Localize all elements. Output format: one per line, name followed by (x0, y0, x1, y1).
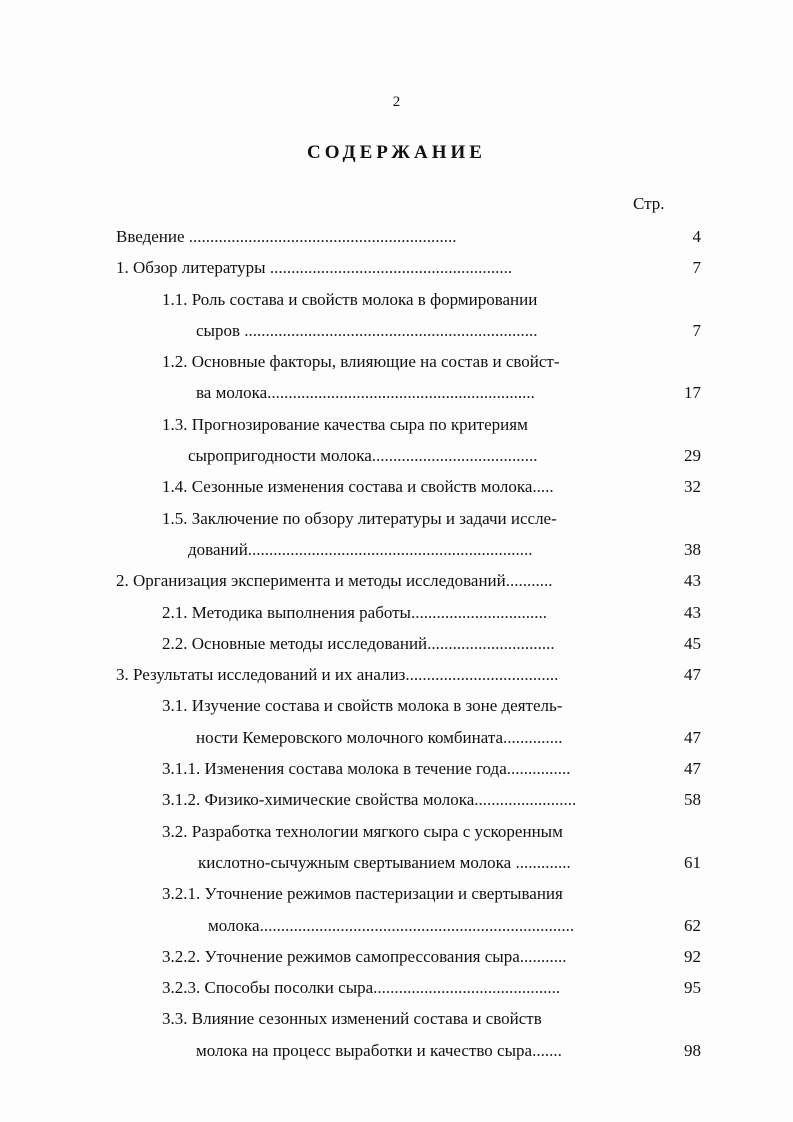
toc-entry (0, 941, 793, 972)
toc-entry-leader: .......................................................................... (259, 915, 575, 935)
toc-entry (0, 471, 793, 502)
toc-entry (0, 377, 793, 408)
toc-entry-leader: ............................................................... (267, 383, 535, 403)
toc-entry (0, 972, 793, 1003)
toc-entry-text: молока (208, 915, 260, 935)
toc-entry (0, 690, 793, 721)
toc-entry-text: кислотно-сычужным свертыванием молока (198, 852, 512, 872)
toc-entry-page: 29 (684, 446, 701, 466)
toc-entry (0, 284, 793, 315)
table-of-contents (0, 221, 793, 1066)
toc-entry (0, 1003, 793, 1034)
page-number: 2 (392, 94, 401, 110)
toc-entry-page: 62 (684, 915, 701, 935)
toc-entry-page: 7 (692, 258, 701, 278)
toc-entry (0, 878, 793, 909)
toc-entry-leader: ............................................................... (184, 227, 457, 246)
toc-entry (0, 565, 793, 596)
toc-entry-page: 32 (684, 477, 701, 497)
toc-entry (0, 847, 793, 878)
toc-entry-text: сыропригодности молока (188, 446, 372, 466)
toc-entry (0, 784, 793, 815)
toc-entry-leader: ..... (532, 477, 554, 497)
toc-entry-page: 43 (684, 571, 701, 591)
toc-entry-leader: ........... (505, 571, 553, 591)
toc-entry-text: 3.1.1. Изменения состава молока в течение года (162, 759, 507, 779)
toc-entry-text: 3.2.3. Способы посолки сыра (162, 978, 374, 998)
toc-entry (0, 910, 793, 941)
toc-entry (0, 753, 793, 784)
toc-entry-page: 45 (684, 633, 701, 653)
toc-entry (0, 1035, 793, 1066)
toc-entry-text: 3.2.2. Уточнение режимов самопрессования сыра (162, 946, 520, 966)
toc-entry-page: 4 (692, 227, 701, 246)
toc-entry-text: 3.2.1. Уточнение режимов пастеризации и свертывания (162, 884, 563, 904)
toc-entry-leader: ............. (511, 852, 571, 872)
toc-entry-leader: ............... (506, 759, 571, 779)
toc-entry (0, 440, 793, 471)
toc-entry-text: дований (188, 539, 248, 559)
toc-entry-page: 58 (684, 790, 701, 810)
toc-entry-leader: ......................................................... (265, 258, 513, 278)
toc-entry-leader: ....................................... (371, 446, 538, 466)
toc-entry-text: 1.5. Заключение по обзору литературы и задачи иссле- (162, 508, 557, 528)
toc-entry-page: 7 (692, 320, 701, 340)
toc-entry-leader: ....... (532, 1040, 562, 1060)
toc-entry-text: 3.2. Разработка технологии мягкого сыра с ускоренным (162, 821, 563, 841)
page-column-label: Стр. (633, 194, 665, 213)
toc-entry-page: 47 (684, 665, 701, 685)
toc-entry-leader: .............. (503, 727, 563, 747)
toc-entry (0, 659, 793, 690)
toc-entry-page: 47 (684, 759, 701, 779)
toc-entry-text: 2. Организация эксперимента и методы исследований (116, 571, 506, 591)
toc-entry-page: 92 (684, 946, 701, 966)
toc-entry (0, 816, 793, 847)
toc-entry-text: ности Кемеровского молочного комбината (196, 727, 504, 747)
toc-entry-text: молока на процесс выработки и качество сыра (196, 1040, 533, 1060)
toc-entry-leader: ................................................................... (247, 539, 533, 559)
toc-entry-page: 43 (684, 602, 701, 622)
toc-entry-text: ва молока (196, 383, 268, 403)
toc-entry (0, 315, 793, 346)
toc-entry-leader: .............................. (427, 633, 555, 653)
toc-entry (0, 722, 793, 753)
toc-entry-text: 3.1. Изучение состава и свойств молока в зоне деятель- (162, 696, 563, 716)
toc-entry-text: 3. Результаты исследований и их анализ (116, 665, 406, 685)
toc-entry (0, 221, 793, 252)
toc-entry-leader: ........... (519, 946, 567, 966)
toc-entry-page: 61 (684, 852, 701, 872)
toc-entry-text: 1.1. Роль состава и свойств молока в формировании (162, 289, 538, 309)
toc-entry-text: 2.1. Методика выполнения работы (162, 602, 411, 622)
page-title: СОДЕРЖАНИЕ (307, 142, 486, 163)
toc-entry (0, 534, 793, 565)
toc-entry (0, 597, 793, 628)
toc-entry-text: Введение (116, 227, 185, 246)
toc-entry-page: 38 (684, 539, 701, 559)
toc-entry (0, 252, 793, 283)
toc-entry-page: 17 (684, 383, 701, 403)
toc-entry (0, 628, 793, 659)
toc-entry-leader: ................................ (410, 602, 547, 622)
toc-entry-text: 3.1.2. Физико-химические свойства молока (162, 790, 475, 810)
toc-entry (0, 346, 793, 377)
toc-entry-text: сыров (196, 320, 240, 340)
toc-entry (0, 409, 793, 440)
toc-entry-text: 2.2. Основные методы исследований (162, 633, 428, 653)
toc-entry (0, 503, 793, 534)
toc-entry-text: 1.4. Сезонные изменения состава и свойств молока (162, 477, 533, 497)
toc-entry-leader: ............................................ (373, 978, 561, 998)
toc-entry-leader: .................................... (405, 665, 559, 685)
toc-entry-leader: ..................................................................... (240, 320, 538, 340)
toc-entry-text: 3.3. Влияние сезонных изменений состава и свойств (162, 1009, 542, 1029)
toc-entry-page: 95 (684, 978, 701, 998)
toc-entry-leader: ........................ (474, 790, 577, 810)
toc-entry-page: 47 (684, 727, 701, 747)
toc-entry-page: 98 (684, 1040, 701, 1060)
toc-entry-text: 1.3. Прогнозирование качества сыра по критериям (162, 414, 528, 434)
toc-entry-text: 1.2. Основные факторы, влияющие на состав и свойст- (162, 352, 560, 372)
toc-entry-text: 1. Обзор литературы (116, 258, 266, 278)
